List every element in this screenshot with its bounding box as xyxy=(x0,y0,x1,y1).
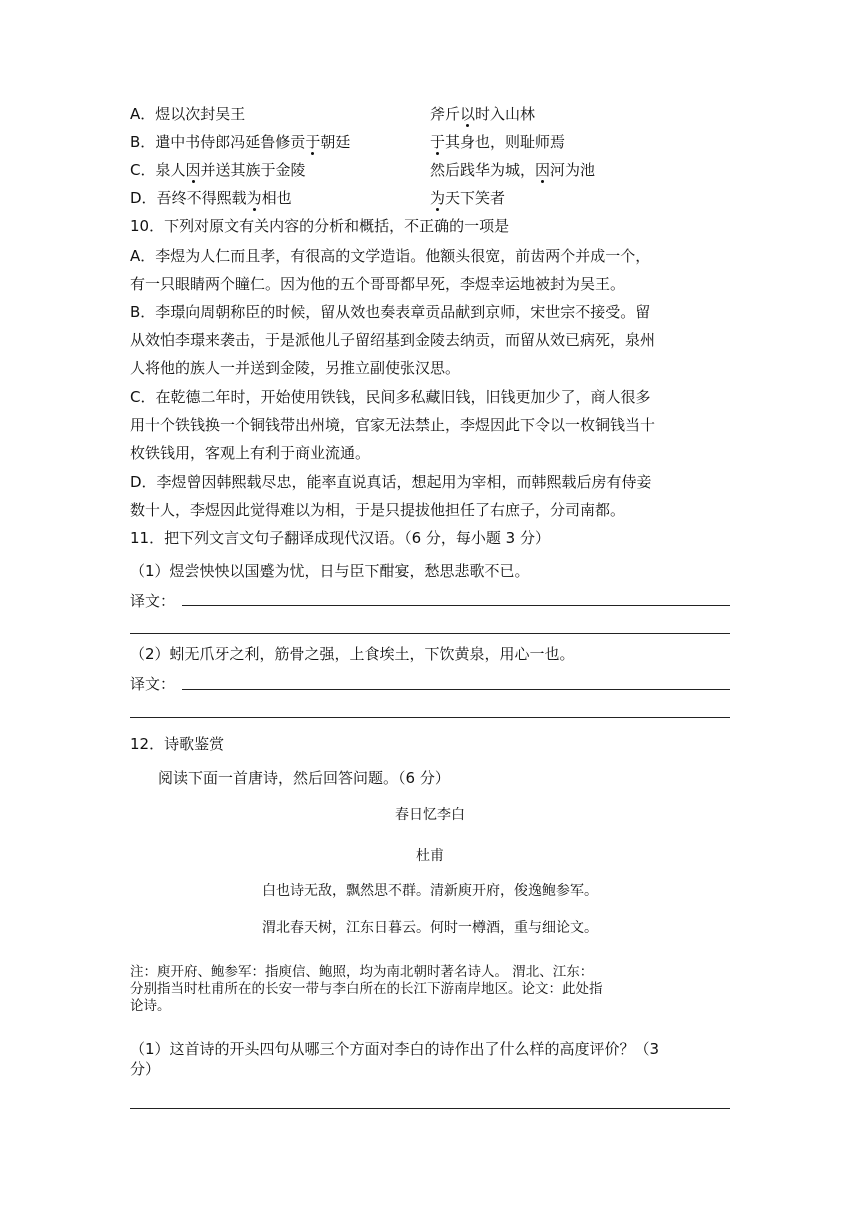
q11-sentence-2: （2）蚓无爪牙之利，筋骨之强，上食埃土，下饮黄泉，用心一也。 xyxy=(130,645,575,663)
q10-option-b: B．李璟向周朝称臣的时候，留从效也奏表章贡品献到京师，宋世宗不接受。留 从效怕李璟来袭击，于是派他儿子留绍基到金陵去纳贡，而留从效已病死，泉州 人将他的族人一并送到金陵，另推立副使张汉思。 xyxy=(130,303,656,378)
option-c-left: C．泉人因并送其族于金陵 xyxy=(130,161,306,179)
option-c-right: 然后践华为城，因河为池 xyxy=(430,161,596,179)
poem-title: 春日忆李白 xyxy=(395,807,465,823)
q11-sentence-1: （1）煜尝怏怏以国蹙为忧，日与臣下酣宴，愁思悲歌不已。 xyxy=(130,562,530,580)
answer-line[interactable] xyxy=(130,633,730,634)
yiwen-label-2: 译文： xyxy=(130,675,176,693)
answer-line[interactable] xyxy=(130,1108,730,1109)
q12-intro: 阅读下面一首唐诗，然后回答问题。（6 分） xyxy=(158,769,450,787)
option-d-right: 为天下笑者 xyxy=(430,189,506,207)
option-b-right: 于其身也，则耻师焉 xyxy=(430,133,566,151)
q12-question-1: （1）这首诗的开头四句从哪三个方面对李白的诗作出了什么样的高度评价？（3 分） xyxy=(130,1040,660,1078)
poem-line-1: 白也诗无敌，飘然思不群。清新庾开府，俊逸鲍参军。 xyxy=(262,883,598,899)
yiwen-label-1: 译文： xyxy=(130,592,176,610)
answer-line[interactable] xyxy=(130,717,730,718)
q10-option-c: C．在乾德二年时，开始使用铁钱，民间多私藏旧钱，旧钱更加少了，商人很多 用十个铁钱换一个铜钱带出州境，官家无法禁止，李煜因此下令以一枚铜钱当十 枚铁钱用，客观上有利于商业流通。 xyxy=(130,388,656,463)
poem-line-2: 渭北春天树，江东日暮云。何时一樽酒，重与细论文。 xyxy=(262,920,598,936)
answer-line[interactable] xyxy=(182,605,730,606)
q12-stem: 12．诗歌鉴赏 xyxy=(130,735,225,753)
q10-stem: 10．下列对原文有关内容的分析和概括，不正确的一项是 xyxy=(130,217,510,235)
q11-stem: 11．把下列文言文句子翻译成现代汉语。（6 分，每小题 3 分） xyxy=(130,529,550,547)
option-d-left: D．吾终不得熙载为相也 xyxy=(130,189,292,207)
q10-option-a: A．李煜为人仁而且孝，有很高的文学造诣。他额头很宽，前齿两个并成一个， 有一只眼睛两个瞳仁。因为他的五个哥哥都早死，李煜幸运地被封为吴王。 xyxy=(130,247,651,294)
option-b-left: B．遣中书侍郎冯延鲁修贡于朝廷 xyxy=(130,133,351,151)
poem-author: 杜甫 xyxy=(416,848,444,864)
answer-line[interactable] xyxy=(182,689,730,690)
option-a-left: A．煜以次封吴王 xyxy=(130,105,246,123)
poem-note: 注：庾开府、鲍参军：指庾信、鲍照，均为南北朝时著名诗人。 渭北、江东： 分别指当时杜甫所在的长安一带与李白所在的长江下游南岸地区。论文：此处指 论诗。 xyxy=(130,964,603,1014)
q10-option-d: D．李煜曾因韩熙载尽忠，能率直说真话，想起用为宰相，而韩熙载后房有侍妾 数十人，李煜因此觉得难以为相，于是只提拔他担任了右庶子，分司南都。 xyxy=(130,473,652,520)
option-a-right: 斧斤以时入山林 xyxy=(430,105,536,123)
